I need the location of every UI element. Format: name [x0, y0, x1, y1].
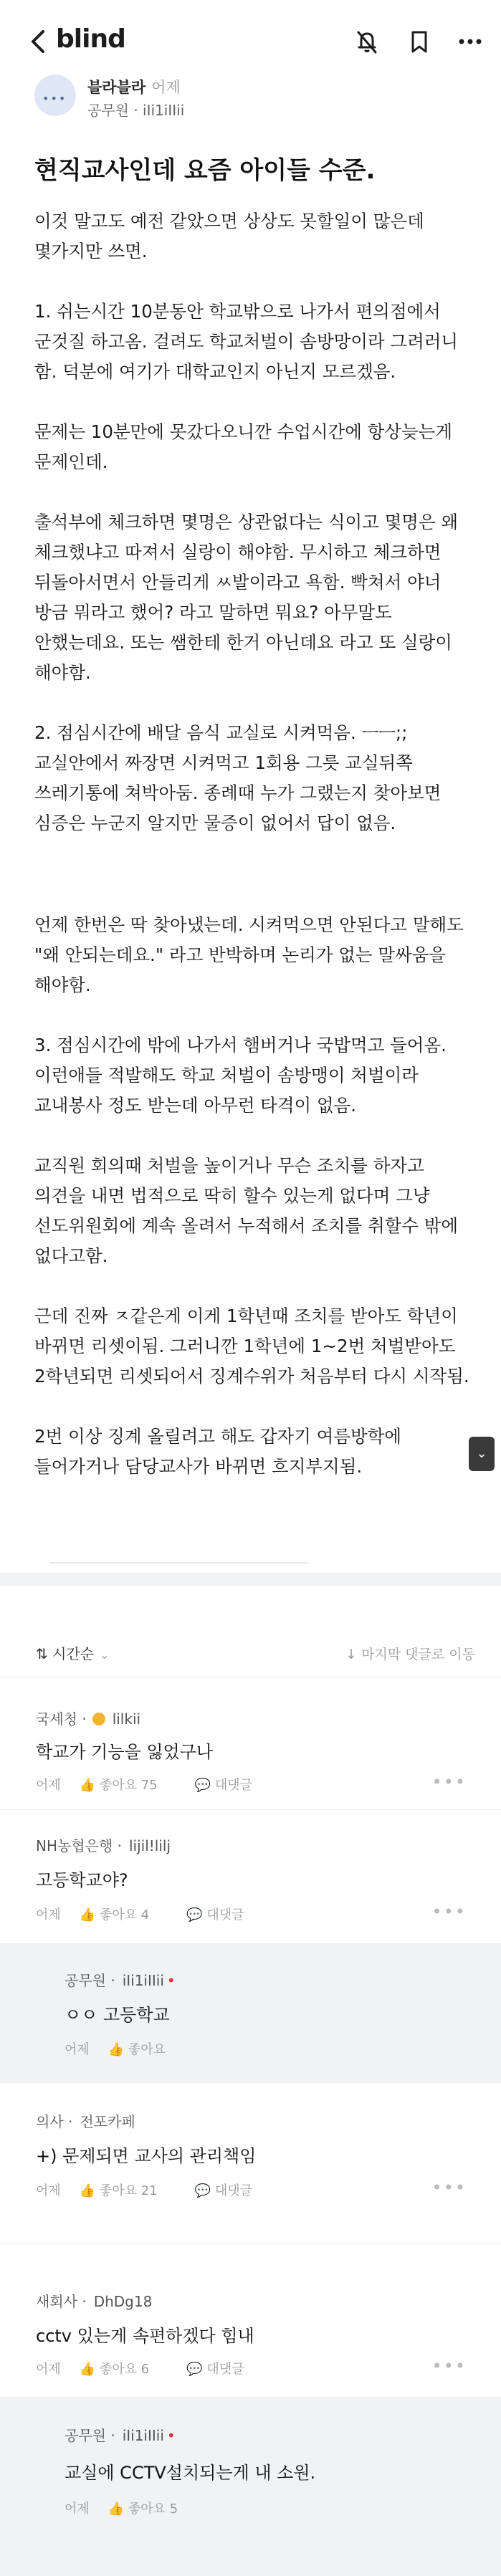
comment-nickname: lilkii: [112, 1710, 141, 1728]
post-paragraph: 언제 한번은 딱 찾아냈는데. 시켜먹으면 안된다고 말해도 "왜 안되는데요." 라고 반박하며 논리가 없는 말싸움을 해야함.: [34, 914, 464, 995]
sort-icon: ⇅: [36, 1645, 48, 1662]
comment-nickname: iIi1iIIii: [122, 1972, 164, 1989]
author-nickname: iIi1iIIii: [143, 102, 185, 119]
like-button[interactable]: 👍 좋아요 4: [79, 1907, 150, 1923]
chevron-down-icon: ⌄: [100, 1648, 110, 1662]
comment-company: 공무원: [65, 2427, 106, 2444]
comment-time: 어제: [65, 2042, 90, 2057]
like-button[interactable]: 👍 좋아요: [108, 2042, 166, 2057]
more-icon[interactable]: •••: [431, 2178, 467, 2198]
post-body: [34, 206, 473, 1512]
comment-text: ㅇㅇ 고등학교: [65, 2005, 170, 2025]
like-label: 좋아요 5: [128, 2501, 178, 2517]
reply-button[interactable]: 💬 대댓글: [194, 2183, 253, 2198]
comment: 국세청 · lilkii 학교가 기능을 잃었구나 어제 👍 좋아요 75 💬 대댓글 •••: [36, 1710, 467, 1793]
comment-company: 새회사: [36, 2293, 77, 2310]
post-title: 현직교사인데 요즘 아이들 수준.: [34, 156, 376, 185]
author-badge: •: [166, 1972, 176, 1989]
reply-button[interactable]: 💬 대댓글: [194, 1778, 253, 1793]
like-label: 좋아요: [128, 2042, 166, 2057]
scroll-down-chevron-icon[interactable]: ⌄: [469, 1437, 495, 1471]
post-paragraph: 근데 진짜 ㅈ같은게 이게 1학년때 조치를 받아도 학년이 바뀌면 리셋이됨. 그러니깐 1학년에 1~2번 처벌받아도 2학년되면 리셋되어서 징계수위가 처음부터 다시 시작됨.: [34, 1306, 469, 1387]
comment-text: cctv 있는게 속편하겠다 힘내: [36, 2326, 254, 2346]
bookmark-icon[interactable]: [404, 26, 435, 57]
comment-nickname: lijil!lilj: [129, 1837, 171, 1854]
more-icon[interactable]: •••: [431, 1902, 467, 1922]
comment: 새회사 · DhDg18 cctv 있는게 속편하겠다 힘내 어제 👍 좋아요 6 💬 대댓글 •••: [36, 2293, 467, 2377]
comment-text: 교실에 CCTV설치되는게 내 소원.: [65, 2463, 316, 2483]
sort-label: 시간순: [52, 1645, 95, 1662]
post-time: 어제: [151, 79, 181, 96]
medal-icon: [92, 1713, 105, 1725]
reply-label: 대댓글: [214, 1778, 253, 1793]
like-button[interactable]: 👍 좋아요 75: [79, 1778, 158, 1793]
comment-company: 국세청: [36, 1710, 77, 1728]
post-paragraph: 교직원 회의때 처벌을 높이거나 무슨 조치를 하자고 의견을 내면 법적으로 딱히 할수 있는게 없다며 그냥 선도위원회에 계속 올려서 누적해서 조치를 취할수 밖에 없다고함.: [34, 1155, 459, 1266]
post-author[interactable]: ••• 블라블라 어제 공무원 · iIi1iIIii: [34, 72, 479, 122]
reply-label: 대댓글: [206, 1907, 244, 1923]
comment-reply: 공무원 · iIi1iIIii • 교실에 CCTV설치되는게 내 소원. 어제 👍 좋아요 5: [0, 2397, 501, 2576]
comment: 의사 · 전포카페 +) 문제되면 교사의 관리책임 어제 👍 좋아요 21 💬 대댓글 •••: [36, 2113, 467, 2198]
blind-logo[interactable]: blind: [56, 24, 125, 54]
comment-reply: 공무원 · iIi1iIIii • ㅇㅇ 고등학교 어제 👍 좋아요: [0, 1943, 501, 2083]
comment-company: 의사: [36, 2113, 64, 2130]
top-bar: [0, 0, 501, 79]
like-label: 좋아요 75: [99, 1778, 158, 1793]
comment-nickname: iIi1iIIii: [122, 2427, 164, 2444]
divider: [0, 2243, 501, 2244]
bell-off-icon[interactable]: [351, 26, 383, 57]
comment-company: 공무원: [65, 1972, 106, 1989]
like-button[interactable]: 👍 좋아요 5: [108, 2501, 178, 2517]
post-paragraph: 출석부에 체크하면 몇명은 상관없다는 식이고 몇명은 왜 체크했냐고 따져서 실랑이 해야함. 무시하고 체크하면 뒤돌아서면서 안들리게 ㅆ발이라고 욕함. 빡쳐서 야너 방금 뭐라고 했어? 라고 말하면 뭐요? 아무말도 안했는데요. 또는 쌤한테 한거 아닌데요 라고 또 실랑이 해야함.: [34, 512, 459, 683]
divider: [50, 1562, 308, 1564]
post-paragraph: 이것 말고도 예전 같았으면 상상도 못할일이 많은데 몇가지만 쓰면.: [34, 211, 424, 262]
comment-text: 학교가 기능을 잃었구나: [36, 1742, 214, 1762]
comment: NH농협은행 · lijil!lilj 고등학교야? 어제 👍 좋아요 4 💬 대댓글 •••: [36, 1837, 467, 1923]
reply-label: 대댓글: [214, 2183, 253, 2198]
comment-text: 고등학교야?: [36, 1870, 128, 1890]
comment-time: 어제: [36, 1907, 61, 1923]
author-company: 공무원: [87, 102, 129, 119]
reply-button[interactable]: 💬 대댓글: [186, 2362, 244, 2377]
like-label: 좋아요 4: [99, 1907, 150, 1923]
like-label: 좋아요 21: [99, 2183, 158, 2198]
author-name: 블라블라: [87, 79, 146, 96]
more-icon[interactable]: [454, 26, 486, 57]
post-paragraph: 2번 이상 징계 올릴려고 해도 갑자기 여름방학에 들어가거나 담당교사가 바뀌면 흐지부지됨.: [34, 1426, 401, 1477]
avatar[interactable]: [34, 75, 76, 116]
more-icon[interactable]: •••: [431, 2356, 467, 2376]
like-button[interactable]: 👍 좋아요 6: [79, 2362, 150, 2377]
avatar-dots-icon: •••: [42, 92, 67, 105]
sort-dropdown[interactable]: [36, 1642, 110, 1663]
reply-button[interactable]: 💬 대댓글: [186, 1907, 244, 1923]
comment-time: 어제: [36, 1778, 61, 1793]
author-badge: •: [166, 2427, 176, 2444]
post-paragraph: 2. 점심시간에 배달 음식 교실로 시켜먹음. ㅡㅡ;; 교실안에서 짜장면 시켜먹고 1회용 그릇 교실뒤쪽 쓰레기통에 쳐박아둠. 종례때 누가 그랬는지 찾아보면 심증은 누군지 알지만 물증이 없어서 답이 없음.: [34, 722, 442, 833]
comment-time: 어제: [36, 2183, 61, 2198]
comment-time: 어제: [36, 2362, 61, 2377]
reply-label: 대댓글: [206, 2362, 244, 2377]
section-divider: [0, 1573, 501, 1586]
comment-text: +) 문제되면 교사의 관리책임: [36, 2146, 257, 2166]
like-label: 좋아요 6: [99, 2362, 150, 2377]
jump-to-last-comment[interactable]: ↓ 마지막 댓글로 이동: [345, 1647, 475, 1662]
comment-company: NH농협은행: [36, 1837, 113, 1854]
comments-toolbar: [0, 1634, 501, 1670]
post-paragraph: 1. 쉬는시간 10분동안 학교밖으로 나가서 편의점에서 군것질 하고옴. 걸려도 학교처벌이 솜방망이라 그려러니 함. 덕분에 여기가 대학교인지 아닌지 모르겠음.: [34, 301, 459, 382]
comment-nickname: DhDg18: [93, 2293, 153, 2310]
back-chevron-icon[interactable]: [24, 27, 53, 56]
comment-time: 어제: [65, 2501, 90, 2517]
comment-nickname: 전포카페: [80, 2113, 135, 2130]
like-button[interactable]: 👍 좋아요 21: [79, 2183, 158, 2198]
post-paragraph: 3. 점심시간에 밖에 나가서 햄버거나 국밥먹고 들어옴. 이런애들 적발해도 학교 처벌이 솜방맹이 처벌이라 교내봉사 정도 받는데 아무런 타격이 없음.: [34, 1035, 447, 1116]
more-icon[interactable]: •••: [431, 1772, 467, 1792]
post-paragraph: 문제는 10분만에 못갔다오니깐 수업시간에 항상늦는게 문제인데.: [34, 421, 452, 472]
